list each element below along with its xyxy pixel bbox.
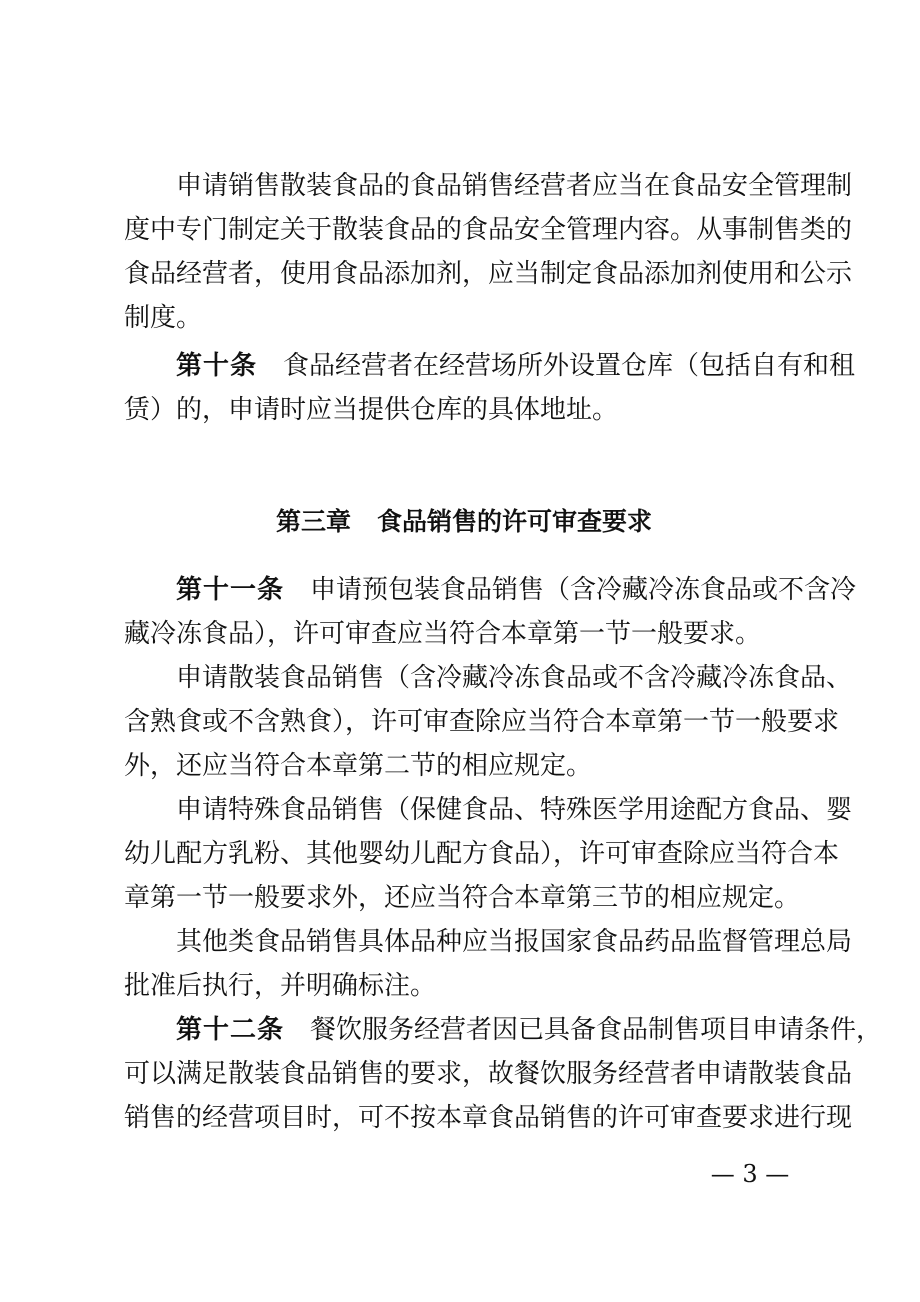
paragraph-line: 可以满足散装食品销售的要求，故餐饮服务经营者申请散装食品 — [124, 1059, 853, 1089]
paragraph-line: 其他类食品销售具体品种应当报国家食品药品监督管理总局 — [176, 927, 853, 957]
article-11-text: 申请预包装食品销售（含冷藏冷冻食品或不含冷 — [310, 575, 857, 605]
article-10-label: 第十条 — [176, 351, 258, 381]
article-12-text: 餐饮服务经营者因已具备食品制售项目申请条件， — [310, 1015, 883, 1045]
paragraph-line: 含熟食或不含熟食），许可审查除应当符合本章第一节一般要求 — [124, 707, 840, 737]
paragraph-line: 销售的经营项目时，可不按本章食品销售的许可审查要求进行现 — [124, 1103, 853, 1133]
paragraph-line: 申请销售散装食品的食品销售经营者应当在食品安全管理制 — [176, 171, 853, 201]
paragraph-line: 批准后执行，并明确标注。 — [124, 971, 437, 1001]
paragraph-line: 赁）的，申请时应当提供仓库的具体地址。 — [124, 395, 619, 425]
chapter-heading — [124, 500, 804, 544]
chapter-number: 第三章 — [275, 507, 351, 536]
paragraph-line: 藏冷冻食品），许可审查应当符合本章第一节一般要求。 — [124, 619, 762, 649]
paragraph-line: 申请散装食品销售（含冷藏冷冻食品或不含冷藏冷冻食品、 — [176, 663, 853, 693]
paragraph-line: 幼儿配方乳粉、其他婴幼儿配方食品），许可审查除应当符合本 — [124, 839, 840, 869]
paragraph-line: 外，还应当符合本章第二节的相应规定。 — [124, 751, 593, 781]
paragraph-line: 章第一节一般要求外，还应当符合本章第三节的相应规定。 — [124, 883, 801, 913]
paragraph-line: 申请特殊食品销售（保健食品、特殊医学用途配方食品、婴 — [176, 795, 853, 825]
article-11-label: 第十一条 — [176, 575, 285, 605]
article-12-label: 第十二条 — [176, 1015, 285, 1045]
article-11-line — [176, 568, 857, 612]
paragraph-line: 度中专门制定关于散装食品的食品安全管理内容。从事制售类的 — [124, 215, 853, 245]
chapter-title: 食品销售的许可审查要求 — [377, 507, 653, 536]
paragraph-line: 制度。 — [124, 303, 203, 333]
page-number: — 3 — — [710, 1160, 790, 1188]
article-12-line — [176, 1008, 883, 1052]
article-10-text: 食品经营者在经营场所外设置仓库（包括自有和租 — [283, 351, 856, 381]
article-10-line — [176, 344, 856, 388]
paragraph-line: 食品经营者，使用食品添加剂，应当制定食品添加剂使用和公示 — [124, 259, 853, 289]
